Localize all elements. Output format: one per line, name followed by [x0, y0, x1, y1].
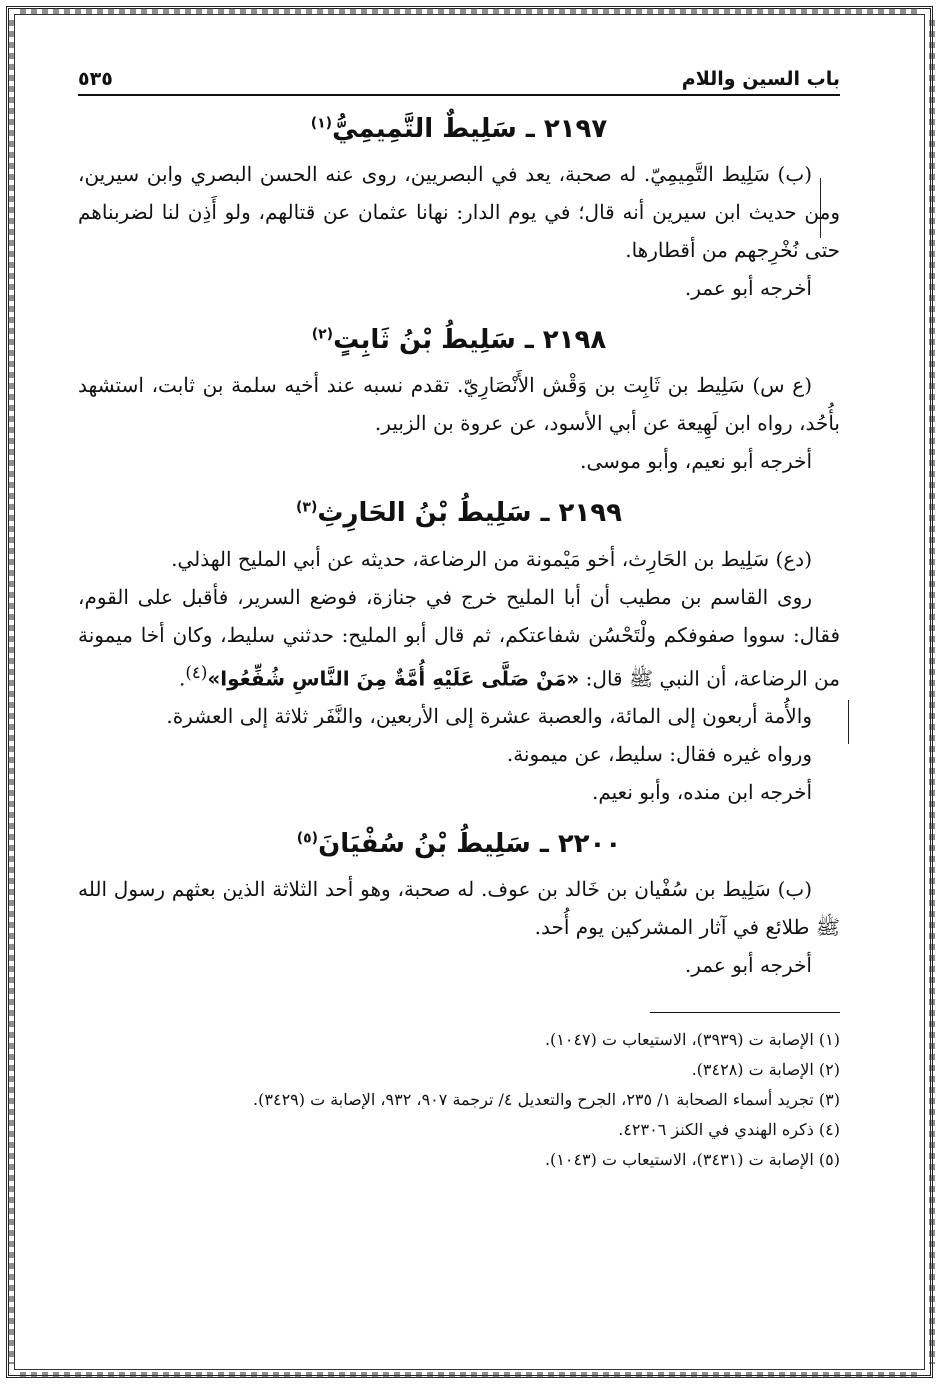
footnote-ref: (٣) [295, 499, 318, 516]
hadith-quote: «مَنْ صَلَّى عَلَيْهِ أُمَّةٌ مِنَ النَّاسِ شُفِّعُوا» [207, 666, 580, 691]
page-body [78, 60, 840, 1175]
entry-source: أخرجه أبو نعيم، وأبو موسى. [580, 449, 812, 474]
entry-2198 [78, 325, 840, 480]
footnote-ref: (١) [310, 115, 333, 132]
entry-paragraph: والأُمة أربعون إلى المائة، والعصبة عشرة إلى الأربعين، والنَّفَر ثلاثة إلى العشرة. [166, 704, 812, 729]
running-head [78, 60, 840, 96]
footnote: (٥) الإصابة ت (٣٤٣١)، الاستيعاب ت (١٠٤٣). [544, 1150, 840, 1170]
entry-heading: ٢١٩٧ ـ سَلِيطٌ التَّمِيمِيُّ$^{(١)}$ [310, 114, 608, 144]
entry-source: أخرجه أبو عمر. [684, 953, 812, 978]
footnote-ref: (٥) [296, 830, 319, 847]
entry-paragraph: ورواه غيره فقال: سليط، عن ميمونة. [506, 742, 812, 767]
entry-paragraph: (دع) سَلِيط بن الحَارِث، أخو مَيْمونة من الرضاعة، حديثه عن أبي المليح الهذلي. [171, 546, 812, 571]
footnote-ref: (٢) [311, 326, 334, 343]
ornament-bottom [20, 1372, 919, 1378]
footnote-divider [650, 1012, 840, 1013]
entry-2200 [78, 829, 840, 984]
ornament-left [8, 20, 14, 1364]
page-number: ٥٣٥ [78, 68, 113, 90]
ornament-top [20, 8, 919, 14]
entry-heading: ٢١٩٨ ـ سَلِيطُ بْنُ ثَابِتٍ$^{(٢)}$ [311, 325, 607, 356]
footnote: (١) الإصابة ت (٣٩٣٩)، الاستيعاب ت (١٠٤٧). [544, 1030, 840, 1050]
footnote: (٢) الإصابة ت (٣٤٢٨). [691, 1060, 840, 1080]
footnote-ref: (٤) [185, 662, 208, 682]
entry-2199 [78, 498, 840, 811]
chapter-title: باب السين واللام [681, 68, 840, 90]
entry-source: أخرجه ابن منده، وأبو نعيم. [591, 780, 812, 805]
margin-mark [848, 700, 849, 744]
entry-paragraph: روى القاسم بن مطيب أن أبا المليح خرج في جنازة، فوضع السرير، فأقبل على القوم، فقال: سووا صفوفكم ولْتَحْسُن شفاعتكم، ثم قال أبو المليح: حدثني سليط، وكان أخا ميمونة من الرضاعة، أن النبي ﷺ قال: «مَنْ صَلَّى عَلَيْهِ أُمَّةٌ مِنَ النَّاسِ شُفِّعُوا»$^{(٤)}$. [78, 584, 840, 691]
entry-paragraph: (ب) سَلِيط التَّمِيمِيّ. له صحبة، يعد في البصريين، روى عنه الحسن البصري وابن سيرين، ومن حديث ابن سيرين أنه قال؛ في يوم الدار: نهانا عثمان عن قتالهم، ولو أَذِن لنا لضربناهم حتى نُخْرِجهم من أقطارها. [78, 162, 840, 263]
entry-source: أخرجه أبو عمر. [684, 276, 812, 301]
entry-2197 [78, 114, 840, 307]
ornament-right [929, 20, 935, 1364]
entry-heading: ٢١٩٩ ـ سَلِيطُ بْنُ الحَارِثِ$^{(٣)}$ [295, 498, 622, 529]
entry-paragraph: (ب) سَلِيط بن سُفْيان بن خَالد بن عوف. له صحبة، وهو أحد الثلاثة الذين بعثهم رسول الله ﷺ طلائع في آثار المشركين يوم أُحد. [78, 877, 840, 940]
entry-paragraph: (ع س) سَلِيط بن ثَابِت بن وَقْش الأَنْصَارِيّ. تقدم نسبه عند أخيه سلمة بن ثابت، استشهد بأُحُد، رواه ابن لَهِيعة عن أبي الأسود، عن عروة بن الزبير. [78, 373, 840, 436]
footnote: (٣) تجريد أسماء الصحابة ١/ ٢٣٥، الجرح والتعديل ٤/ ترجمة ٩٠٧، ٩٣٢، الإصابة ت (٣٤٢٩). [253, 1090, 840, 1110]
footnotes [78, 1025, 840, 1175]
entry-heading: ٢٢٠٠ ـ سَلِيطُ بْنُ سُفْيَانَ$^{(٥)}$ [296, 829, 622, 860]
footnote: (٤) ذكره الهندي في الكنز ٤٢٣٠٦. [618, 1120, 840, 1140]
